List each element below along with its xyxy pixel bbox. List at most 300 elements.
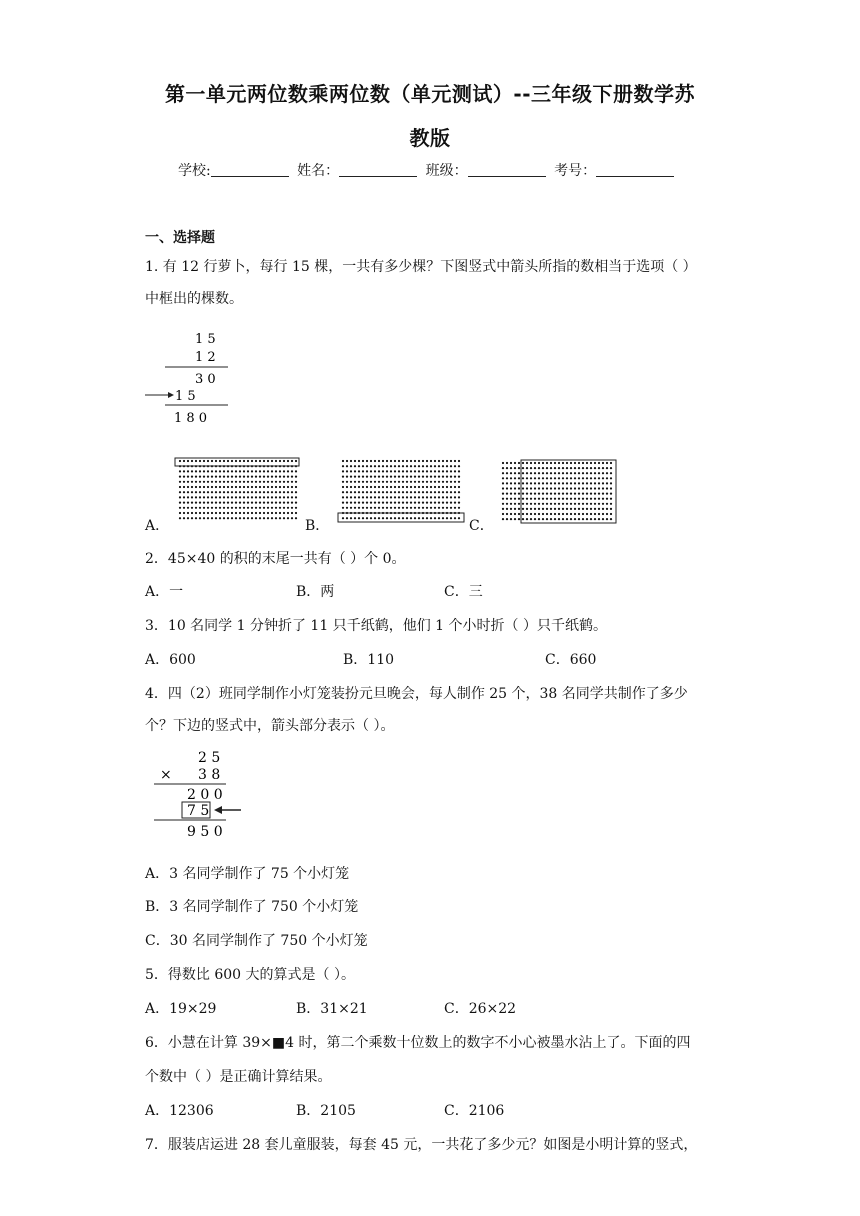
- dot: [434, 460, 436, 462]
- dot: [279, 481, 281, 483]
- dot: [239, 486, 241, 488]
- q1-partial-2: 1 5: [175, 389, 196, 404]
- dot: [219, 496, 221, 498]
- dot: [247, 491, 249, 493]
- dot: [414, 517, 416, 519]
- dot: [346, 491, 348, 493]
- dot: [219, 486, 221, 488]
- dot: [255, 470, 257, 472]
- q6-option-c[interactable]: C．2106: [444, 1103, 505, 1119]
- dot: [430, 496, 432, 498]
- dot: [446, 476, 448, 478]
- dot: [255, 486, 257, 488]
- dot: [406, 502, 408, 504]
- dot: [362, 465, 364, 467]
- dot: [430, 460, 432, 462]
- dot: [342, 465, 344, 467]
- dot: [570, 493, 572, 495]
- dot: [438, 470, 440, 472]
- dot: [283, 460, 285, 462]
- dot: [287, 486, 289, 488]
- dot: [522, 487, 524, 489]
- dot: [219, 460, 221, 462]
- dot: [414, 460, 416, 462]
- dot: [586, 482, 588, 484]
- dot: [195, 460, 197, 462]
- dot: [438, 486, 440, 488]
- dot: [426, 496, 428, 498]
- exam-no-blank[interactable]: [596, 162, 674, 177]
- dot: [191, 507, 193, 509]
- dot: [410, 491, 412, 493]
- dot: [354, 486, 356, 488]
- dot: [594, 477, 596, 479]
- dot: [247, 470, 249, 472]
- dot: [295, 476, 297, 478]
- name-blank[interactable]: [339, 162, 417, 177]
- dot: [179, 470, 181, 472]
- dot: [558, 493, 560, 495]
- dot: [342, 517, 344, 519]
- dot: [542, 493, 544, 495]
- q3-option-c[interactable]: C．660: [545, 652, 597, 668]
- dot: [394, 507, 396, 509]
- dot: [394, 496, 396, 498]
- dot: [406, 460, 408, 462]
- dot: [502, 467, 504, 469]
- dot: [602, 518, 604, 520]
- dot: [247, 512, 249, 514]
- dot: [283, 502, 285, 504]
- dot: [259, 481, 261, 483]
- dot: [370, 496, 372, 498]
- dot: [215, 512, 217, 514]
- dot: [418, 481, 420, 483]
- dot: [546, 477, 548, 479]
- dot: [594, 472, 596, 474]
- dot: [227, 496, 229, 498]
- dot: [450, 476, 452, 478]
- q4-option-b[interactable]: B．3 名同学制作了 750 个小灯笼: [145, 899, 359, 915]
- dot: [386, 486, 388, 488]
- dot: [454, 465, 456, 467]
- dot: [554, 498, 556, 500]
- dot: [386, 517, 388, 519]
- dot: [434, 470, 436, 472]
- q1-option-c-label[interactable]: C．: [469, 518, 494, 534]
- dot: [378, 517, 380, 519]
- dot: [374, 481, 376, 483]
- dot: [227, 470, 229, 472]
- dot: [295, 481, 297, 483]
- dot: [410, 496, 412, 498]
- dot: [183, 470, 185, 472]
- q6-option-b[interactable]: B．2105: [296, 1103, 356, 1119]
- dot: [370, 470, 372, 472]
- dot: [402, 470, 404, 472]
- school-blank[interactable]: [211, 162, 289, 177]
- dot: [446, 481, 448, 483]
- dot: [370, 476, 372, 478]
- dot: [183, 496, 185, 498]
- dot: [422, 517, 424, 519]
- dot: [227, 502, 229, 504]
- dot: [606, 503, 608, 505]
- q4-option-c[interactable]: C．30 名同学制作了 750 个小灯笼: [145, 933, 368, 949]
- dot: [534, 493, 536, 495]
- dot: [386, 481, 388, 483]
- dot: [179, 460, 181, 462]
- dot: [275, 486, 277, 488]
- dot: [534, 472, 536, 474]
- dot: [382, 465, 384, 467]
- dot: [271, 517, 273, 519]
- school-label: 学校:: [178, 163, 211, 179]
- dot: [518, 462, 520, 464]
- dot: [406, 476, 408, 478]
- q1-option-c-dot-grid: [496, 458, 620, 526]
- dot: [183, 460, 185, 462]
- q5-option-b[interactable]: B．31×21: [296, 1001, 368, 1017]
- dot: [195, 496, 197, 498]
- dot: [454, 476, 456, 478]
- dot: [458, 502, 460, 504]
- dot: [378, 465, 380, 467]
- dot: [426, 481, 428, 483]
- dot: [566, 518, 568, 520]
- dot: [390, 465, 392, 467]
- dot: [231, 502, 233, 504]
- dot: [179, 481, 181, 483]
- dot: [366, 465, 368, 467]
- dot: [454, 502, 456, 504]
- dot: [606, 513, 608, 515]
- dot: [510, 503, 512, 505]
- dot: [374, 460, 376, 462]
- dot: [506, 462, 508, 464]
- dot: [570, 503, 572, 505]
- dot: [215, 491, 217, 493]
- dot: [211, 486, 213, 488]
- name-label: 姓名：: [297, 163, 340, 179]
- dot: [398, 470, 400, 472]
- dot: [550, 467, 552, 469]
- dot: [215, 517, 217, 519]
- dot: [199, 486, 201, 488]
- dot: [610, 498, 612, 500]
- dot: [394, 476, 396, 478]
- dot: [239, 517, 241, 519]
- dot: [610, 472, 612, 474]
- dot: [438, 496, 440, 498]
- dot: [526, 472, 528, 474]
- dot: [354, 470, 356, 472]
- dot: [582, 467, 584, 469]
- dot: [235, 502, 237, 504]
- dot: [251, 502, 253, 504]
- dot: [271, 470, 273, 472]
- dot: [207, 460, 209, 462]
- class-blank[interactable]: [468, 162, 546, 177]
- dot: [518, 493, 520, 495]
- dot: [530, 482, 532, 484]
- dot: [530, 498, 532, 500]
- q1-partial-1: 3 0: [195, 372, 216, 387]
- q4-option-a[interactable]: A．3 名同学制作了 75 个小灯笼: [145, 866, 350, 882]
- dot: [562, 513, 564, 515]
- dot: [550, 487, 552, 489]
- dot: [287, 470, 289, 472]
- dot: [570, 487, 572, 489]
- dot: [195, 470, 197, 472]
- dot: [450, 460, 452, 462]
- dot: [287, 517, 289, 519]
- q5-option-a[interactable]: A．19×29: [145, 1001, 217, 1017]
- dot: [546, 493, 548, 495]
- dot: [502, 493, 504, 495]
- dot: [207, 491, 209, 493]
- title-line-2: 教版: [409, 126, 451, 150]
- dot: [434, 481, 436, 483]
- dot: [446, 470, 448, 472]
- dot: [554, 487, 556, 489]
- dot: [207, 507, 209, 509]
- dot: [382, 507, 384, 509]
- dot: [199, 502, 201, 504]
- dot: [346, 496, 348, 498]
- dot: [510, 518, 512, 520]
- dot: [255, 507, 257, 509]
- q4-multiplicand: 2 5: [198, 750, 221, 766]
- dot: [610, 513, 612, 515]
- dot: [510, 508, 512, 510]
- dot: [506, 472, 508, 474]
- dot: [550, 503, 552, 505]
- dot: [538, 462, 540, 464]
- dot: [211, 460, 213, 462]
- dot: [259, 507, 261, 509]
- dot: [610, 477, 612, 479]
- q5-option-c[interactable]: C．26×22: [444, 1001, 517, 1017]
- dot: [223, 460, 225, 462]
- dot: [195, 481, 197, 483]
- dot: [546, 503, 548, 505]
- dot: [546, 513, 548, 515]
- dot: [446, 517, 448, 519]
- dot: [350, 486, 352, 488]
- dot: [450, 470, 452, 472]
- dot: [398, 476, 400, 478]
- dot: [350, 481, 352, 483]
- dot: [410, 476, 412, 478]
- dot: [179, 502, 181, 504]
- dot: [506, 518, 508, 520]
- dot: [207, 481, 209, 483]
- dot: [458, 517, 460, 519]
- dot: [227, 512, 229, 514]
- dot: [426, 507, 428, 509]
- q6-option-a[interactable]: A．12306: [145, 1103, 214, 1119]
- dot: [526, 467, 528, 469]
- dot: [279, 507, 281, 509]
- dot: [386, 476, 388, 478]
- dot: [550, 513, 552, 515]
- dot: [223, 486, 225, 488]
- dot: [231, 486, 233, 488]
- dot: [522, 477, 524, 479]
- dot: [542, 513, 544, 515]
- dot: [562, 503, 564, 505]
- dot: [586, 472, 588, 474]
- dot: [534, 487, 536, 489]
- dot: [358, 486, 360, 488]
- dot: [426, 476, 428, 478]
- dot: [247, 481, 249, 483]
- q1-stem-line-1: 1. 有 12 行萝卜，每行 15 棵，一共有多少棵？下图竖式中箭头所指的数相当于选项（ ）: [145, 259, 697, 275]
- dot: [582, 498, 584, 500]
- dot: [203, 476, 205, 478]
- dot: [215, 481, 217, 483]
- dot: [183, 512, 185, 514]
- dot: [203, 491, 205, 493]
- dot: [574, 472, 576, 474]
- dot: [239, 496, 241, 498]
- dot: [606, 498, 608, 500]
- dot: [378, 507, 380, 509]
- dot: [287, 481, 289, 483]
- dot: [514, 508, 516, 510]
- dot: [518, 508, 520, 510]
- dot: [418, 491, 420, 493]
- dot: [362, 486, 364, 488]
- dot: [354, 507, 356, 509]
- dot: [382, 470, 384, 472]
- dot: [283, 486, 285, 488]
- dot: [534, 503, 536, 505]
- dot: [223, 517, 225, 519]
- dot: [542, 482, 544, 484]
- dot: [354, 481, 356, 483]
- dot: [526, 487, 528, 489]
- dot: [442, 465, 444, 467]
- dot: [582, 508, 584, 510]
- q3-option-b[interactable]: B．110: [343, 652, 395, 668]
- dot: [251, 476, 253, 478]
- dot: [211, 481, 213, 483]
- dot: [386, 470, 388, 472]
- dot: [283, 507, 285, 509]
- q2-option-c[interactable]: C．三: [444, 584, 483, 600]
- dot: [506, 513, 508, 515]
- dot: [231, 470, 233, 472]
- dot: [227, 507, 229, 509]
- dot: [179, 491, 181, 493]
- dot: [267, 476, 269, 478]
- q2-option-a[interactable]: A．一: [145, 584, 184, 600]
- dot: [378, 460, 380, 462]
- dot: [271, 491, 273, 493]
- dot: [602, 508, 604, 510]
- dot: [191, 502, 193, 504]
- dot: [275, 481, 277, 483]
- dot: [610, 482, 612, 484]
- dot: [558, 513, 560, 515]
- dot: [538, 482, 540, 484]
- dot: [259, 512, 261, 514]
- q2-option-b[interactable]: B．两: [296, 584, 335, 600]
- dot: [418, 507, 420, 509]
- dot: [590, 513, 592, 515]
- dot: [450, 517, 452, 519]
- dot: [207, 476, 209, 478]
- dot: [287, 502, 289, 504]
- dot: [418, 470, 420, 472]
- dot: [454, 496, 456, 498]
- dot: [263, 502, 265, 504]
- dot: [542, 467, 544, 469]
- q2-stem: 2．45×40 的积的末尾一共有（ ）个 0。: [145, 551, 406, 567]
- dot: [514, 518, 516, 520]
- dot: [514, 487, 516, 489]
- dot: [195, 512, 197, 514]
- dot: [267, 512, 269, 514]
- dot: [362, 476, 364, 478]
- dot: [235, 496, 237, 498]
- dot: [582, 503, 584, 505]
- dot: [291, 470, 293, 472]
- dot: [207, 496, 209, 498]
- dot: [562, 498, 564, 500]
- dot: [231, 491, 233, 493]
- dot: [418, 502, 420, 504]
- dot: [378, 476, 380, 478]
- dot: [295, 486, 297, 488]
- dot: [570, 472, 572, 474]
- q4-stem-line-2: 个？下边的竖式中，箭头部分表示（ ）。: [145, 718, 395, 734]
- dot: [514, 493, 516, 495]
- q3-option-a[interactable]: A．600: [145, 652, 196, 668]
- dot: [263, 512, 265, 514]
- dot: [426, 491, 428, 493]
- dot: [422, 481, 424, 483]
- dot: [187, 486, 189, 488]
- dot: [518, 498, 520, 500]
- dot: [239, 460, 241, 462]
- dot: [566, 498, 568, 500]
- q1-option-a-label[interactable]: A．: [145, 518, 170, 534]
- dot: [510, 482, 512, 484]
- dot: [239, 470, 241, 472]
- dot: [179, 512, 181, 514]
- q1-option-b-label[interactable]: B．: [305, 518, 330, 534]
- dot: [219, 512, 221, 514]
- dot: [243, 470, 245, 472]
- dot: [382, 481, 384, 483]
- dot: [350, 502, 352, 504]
- dot: [219, 470, 221, 472]
- dot: [446, 460, 448, 462]
- dot: [390, 486, 392, 488]
- dot: [219, 507, 221, 509]
- dot: [602, 462, 604, 464]
- dot: [187, 481, 189, 483]
- dot: [382, 476, 384, 478]
- dot: [267, 502, 269, 504]
- dot: [390, 517, 392, 519]
- dot: [574, 482, 576, 484]
- dot: [215, 502, 217, 504]
- dot: [538, 477, 540, 479]
